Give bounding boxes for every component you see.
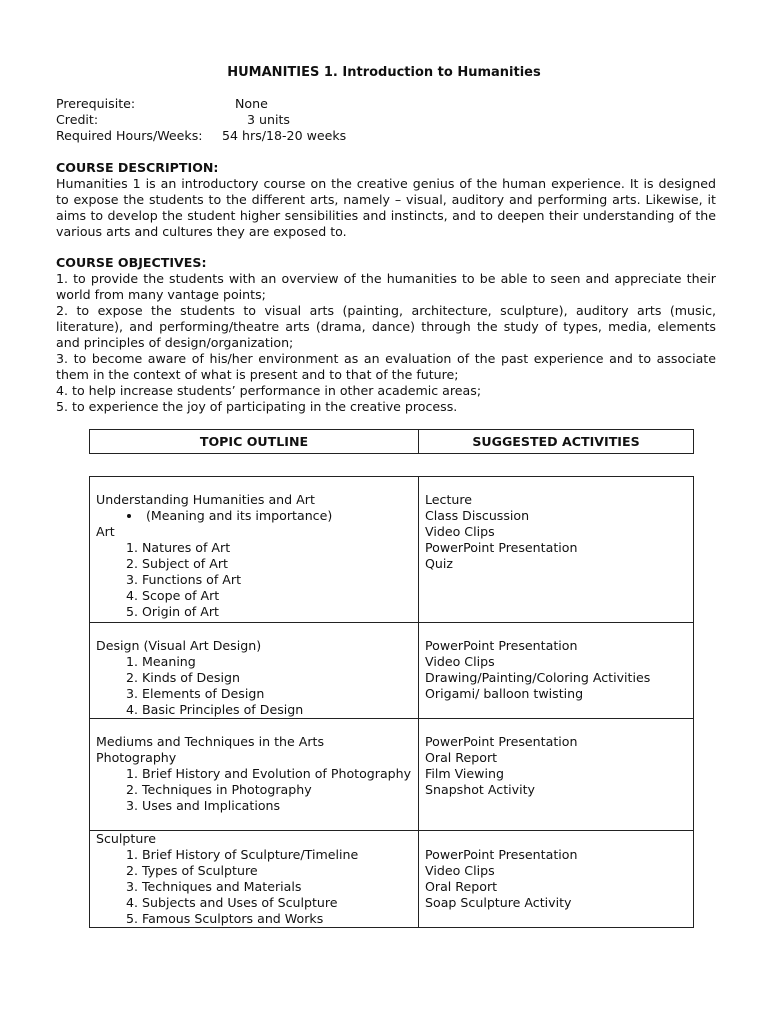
topic-table [89, 476, 694, 928]
bullet-item: • (Meaning and its importance) [142, 508, 412, 524]
page-title: HUMANITIES 1. Introduction to Humanities [227, 65, 541, 80]
activities-cell [419, 719, 694, 831]
table-row [90, 831, 694, 928]
activities-cell [419, 623, 694, 719]
topic-outline-header: TOPIC OUTLINE [90, 430, 419, 454]
list-item: 4. Basic Principles of Design [142, 702, 412, 718]
description-heading: COURSE DESCRIPTION: [56, 160, 219, 175]
list-item: 1. Brief History of Sculpture/Timeline [142, 847, 412, 863]
activity-item: Film Viewing [425, 766, 504, 781]
activity-item: Lecture [425, 492, 473, 507]
suggested-activities-header: SUGGESTED ACTIVITIES [419, 430, 694, 454]
list-item: 2. Techniques in Photography [142, 782, 412, 798]
activity-item: Drawing/Painting/Coloring Activities [425, 670, 651, 685]
topic-items [96, 766, 412, 814]
objectives-heading: COURSE OBJECTIVES: [56, 255, 207, 270]
credit-label: Credit: [56, 112, 99, 127]
activity-item: PowerPoint Presentation [425, 847, 578, 862]
activity-item: Snapshot Activity [425, 782, 535, 797]
list-item: 1. Natures of Art [142, 540, 412, 556]
topic-subheading: Art [96, 524, 115, 539]
objective-item: 1. to provide the students with an overview of the humanities to be able to seen and appreciate their world from many vantage points; [56, 271, 716, 302]
list-item: 2. Subject of Art [142, 556, 412, 572]
list-item: 4. Scope of Art [142, 588, 412, 604]
prerequisite-value: None [235, 96, 268, 111]
table-row [90, 719, 694, 831]
topic-header-table [89, 429, 694, 454]
topic-cell [90, 623, 419, 719]
topic-title: Sculpture [96, 831, 156, 846]
objective-item: 3. to become aware of his/her environment as an evaluation of the past experience and to associate them in the context of what is present and to that of the future; [56, 351, 716, 382]
list-item: 2. Kinds of Design [142, 670, 412, 686]
topic-title: Design (Visual Art Design) [96, 638, 262, 653]
course-objectives [56, 255, 716, 415]
list-item: 4. Subjects and Uses of Sculpture [142, 895, 412, 911]
table-header-row [90, 430, 694, 454]
activity-item: Soap Sculpture Activity [425, 895, 572, 910]
activity-item: Class Discussion [425, 508, 530, 523]
topic-subheading: Photography [96, 750, 177, 765]
list-item: 3. Elements of Design [142, 686, 412, 702]
topic-title: Understanding Humanities and Art [96, 492, 315, 507]
course-description [56, 160, 716, 240]
topic-items [96, 654, 412, 718]
activity-item: PowerPoint Presentation [425, 734, 578, 749]
list-item: 3. Uses and Implications [142, 798, 412, 814]
list-item: 3. Functions of Art [142, 572, 412, 588]
topic-cell [90, 719, 419, 831]
list-item: 5. Origin of Art [142, 604, 412, 620]
activity-item: PowerPoint Presentation [425, 540, 578, 555]
activities-cell [419, 477, 694, 623]
topic-bullets [96, 508, 412, 524]
activity-item: PowerPoint Presentation [425, 638, 578, 653]
topic-items [96, 847, 412, 927]
list-item: 1. Brief History and Evolution of Photography [142, 766, 412, 782]
activity-item: Video Clips [425, 524, 495, 539]
topic-items [96, 540, 412, 620]
activity-item: Oral Report [425, 879, 498, 894]
activity-item: Oral Report [425, 750, 498, 765]
list-item: 1. Meaning [142, 654, 412, 670]
prerequisite-label: Prerequisite: [56, 96, 136, 111]
list-item: 2. Types of Sculpture [142, 863, 412, 879]
list-item: 3. Techniques and Materials [142, 879, 412, 895]
description-text: Humanities 1 is an introductory course on the creative genius of the human experience. It is designed to expose the students to the different arts, namely – visual, auditory and performing arts. Likewise, it aims to develop the student higher sensibilities and instincts, and to deepen their understanding of the various arts and cultures they are exposed to. [56, 176, 716, 239]
hours-label: Required Hours/Weeks: [56, 128, 203, 143]
table-row [90, 477, 694, 623]
topic-title: Mediums and Techniques in the Arts [96, 734, 325, 749]
activity-item: Video Clips [425, 654, 495, 669]
objective-item: 4. to help increase students’ performance in other academic areas; [56, 383, 482, 398]
hours-value: 54 hrs/18-20 weeks [222, 128, 347, 143]
objective-item: 5. to experience the joy of participating in the creative process. [56, 399, 458, 414]
activity-item: Video Clips [425, 863, 495, 878]
activity-item: Quiz [425, 556, 454, 571]
activity-item: Origami/ balloon twisting [425, 686, 584, 701]
credit-value: 3 units [247, 112, 290, 127]
list-item: 5. Famous Sculptors and Works [142, 911, 412, 927]
activities-cell [419, 831, 694, 928]
table-row [90, 623, 694, 719]
topic-cell [90, 831, 419, 928]
topic-cell [90, 477, 419, 623]
objective-item: 2. to expose the students to visual arts (painting, architecture, sculpture), auditory arts (music, literature), and performing/theatre arts (drama, dance) through the study of types, media, elements and principles of design/organization; [56, 303, 716, 350]
